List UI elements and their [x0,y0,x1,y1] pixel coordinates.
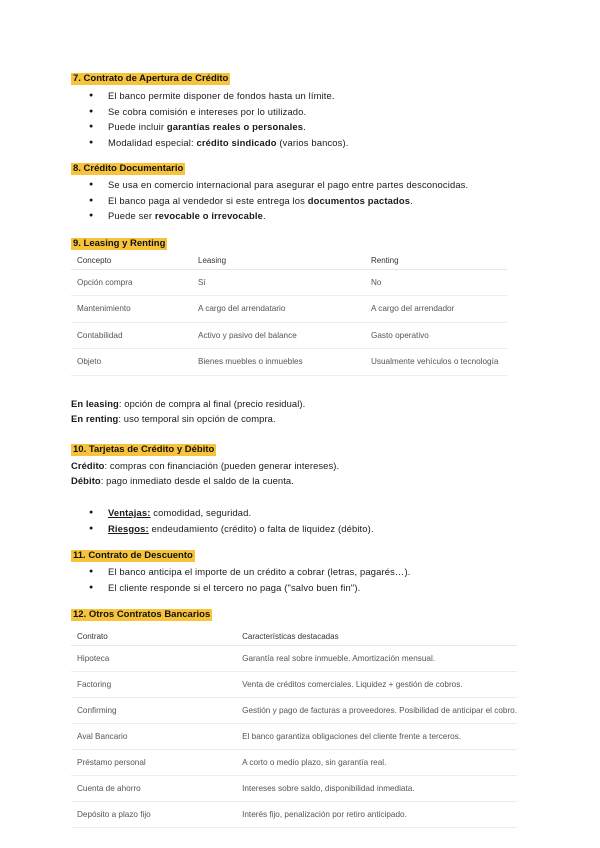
table-header-cell: Renting [365,252,507,269]
table-cell: Contabilidad [71,322,192,349]
table-row [71,349,507,376]
section-11-heading: 11. Contrato de Descuento [73,550,193,561]
section-7-heading: 7. Contrato de Apertura de Crédito [73,73,229,84]
table-header-cell: Características destacadas [236,628,517,645]
table-cell: Opción compra [71,269,192,296]
table-cell: Interés fijo, penalización por retiro anticipado. [236,801,517,827]
renting-note: En renting: uso temporal sin opción de compra. [71,413,276,424]
list-item: ● Se usa en comercio internacional para asegurar el pago entre partes desconocidas. [92,177,468,193]
table-header-cell: Leasing [192,252,365,269]
table-cell: Bienes muebles o inmuebles [192,349,365,376]
table-cell: Hipoteca [71,645,236,671]
table-cell: Mantenimiento [71,296,192,323]
table-cell: Depósito a plazo fijo [71,801,236,827]
list-item: ● Modalidad especial: crédito sindicado (varios bancos). [92,135,349,151]
section-10-list [92,505,374,536]
table-cell: A cargo del arrendador [365,296,507,323]
list-item: ● Riesgos: endeudamiento (crédito) o falta de liquidez (débito). [92,521,374,537]
section-10-heading: 10. Tarjetas de Crédito y Débito [73,444,215,455]
table-row [71,296,507,323]
table-cell: A cargo del arrendatario [192,296,365,323]
table-row [71,322,507,349]
table-header-row [71,252,507,269]
table-cell: Intereses sobre saldo, disponibilidad inmediata. [236,775,517,801]
table-cell: Gasto operativo [365,322,507,349]
table-row [71,697,517,723]
debit-card-line: Débito: pago inmediato desde el saldo de la cuenta. [71,475,294,486]
table-row [71,269,507,296]
table-cell: No [365,269,507,296]
table-cell: Gestión y pago de facturas a proveedores. Posibilidad de anticipar el cobro. [236,697,517,723]
table-row [71,749,517,775]
table-header-cell: Concepto [71,252,192,269]
table-row [71,723,517,749]
table-cell: Préstamo personal [71,749,236,775]
table-cell: Aval Bancario [71,723,236,749]
list-item: ● Puede ser revocable o irrevocable. [92,208,468,224]
credit-card-line: Crédito: compras con financiación (pueden generar intereses). [71,460,340,471]
table-row [71,671,517,697]
table-row [71,645,517,671]
list-item: ● Puede incluir garantías reales o personales. [92,119,349,135]
leasing-renting-table [71,252,507,376]
table-cell: Activo y pasivo del balance [192,322,365,349]
table-cell: Garantía real sobre inmueble. Amortización mensual. [236,645,517,671]
section-9-heading: 9. Leasing y Renting [73,238,166,249]
list-item: ● El banco anticipa el importe de un crédito a cobrar (letras, pagarés…). [92,564,410,580]
table-row [71,801,517,827]
table-row [71,775,517,801]
section-8-heading: 8. Crédito Documentario [73,163,184,174]
table-cell: Usualmente vehículos o tecnología [365,349,507,376]
table-cell: Objeto [71,349,192,376]
section-7-list [92,88,349,150]
list-item: ● El banco paga al vendedor si este entrega los documentos pactados. [92,193,468,209]
list-item: ● El banco permite disponer de fondos hasta un límite. [92,88,349,104]
table-cell: Cuenta de ahorro [71,775,236,801]
other-contracts-table [71,628,517,828]
list-item: ● Ventajas: comodidad, seguridad. [92,505,374,521]
table-cell: El banco garantiza obligaciones del cliente frente a terceros. [236,723,517,749]
section-11-list [92,564,410,595]
section-12-heading: 12. Otros Contratos Bancarios [73,609,211,620]
table-cell: A corto o medio plazo, sin garantía real. [236,749,517,775]
table-header-cell: Contrato [71,628,236,645]
table-cell: Sí [192,269,365,296]
leasing-note: En leasing: opción de compra al final (precio residual). [71,398,306,409]
table-cell: Factoring [71,671,236,697]
list-item: ● El cliente responde si el tercero no paga ("salvo buen fin"). [92,580,410,596]
table-cell: Venta de créditos comerciales. Liquidez + gestión de cobros. [236,671,517,697]
list-item: ● Se cobra comisión e intereses por lo utilizado. [92,104,349,120]
table-header-row [71,628,517,645]
section-8-list [92,177,468,224]
table-cell: Confirming [71,697,236,723]
